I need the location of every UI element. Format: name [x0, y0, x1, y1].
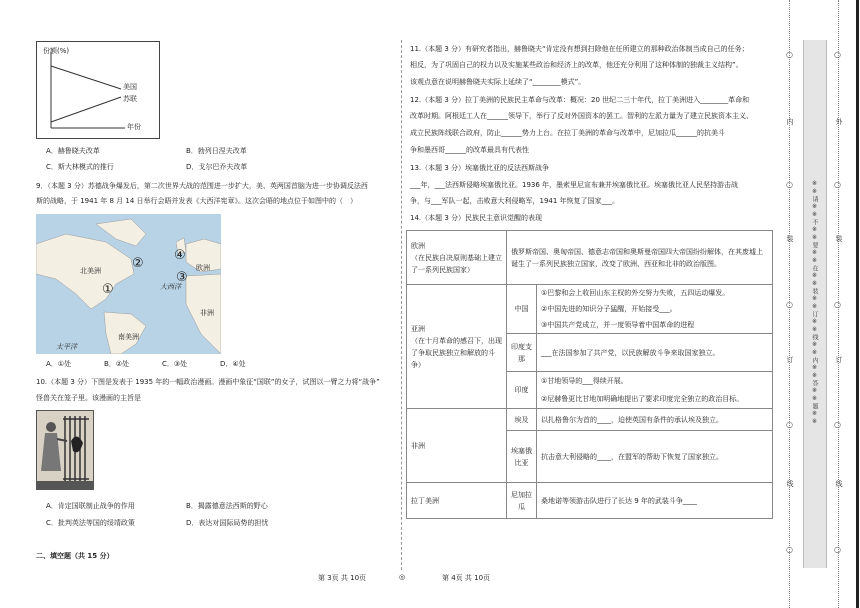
binding-circle-icon: ○ — [786, 420, 793, 429]
binding-circle-icon: ○ — [834, 300, 841, 309]
binding-circle-icon: ○ — [834, 420, 841, 429]
q10-option-a: A．肯定国联制止战争的作用 — [46, 502, 135, 510]
q12-line2: 改革时期。阿根廷工人在______领导下，举行了反对外国资本的罢工。智利的左派力量为了建立民族资本主义、 — [410, 112, 753, 120]
q10-stem-line1: 10.（本题 3 分）下图是发表于 1935 年的一幅政治漫画。漫画中象征“国联”的女子，试图以一臂之力将“战争” — [36, 378, 380, 386]
outer-label-4: 线 — [835, 480, 843, 487]
table-asia-label: 亚洲 （在十月革命的感召下，出现了争取民族独立和解放的斗争） — [407, 285, 507, 409]
binding-circle-icon: ○ — [786, 300, 793, 309]
table-china-label: 中国 — [507, 285, 537, 334]
binding-circle-icon: ○ — [834, 50, 841, 59]
map-marker-3: ③ — [176, 270, 188, 285]
q13-line1: 13.（本题 3 分）埃塞俄比亚的反法西斯战争 — [410, 164, 550, 172]
inner-label-3: 订 — [786, 356, 794, 363]
table-india-item2: ②尼赫鲁更比甘地加明确地提出了要求印度完全独立的政治目标。 — [541, 395, 744, 403]
table-europe-text: 俄罗斯帝国、奥匈帝国、德意志帝国和奥斯曼帝国四大帝国纷纷解体，在其废墟上诞生了一系列民族独立国家，改变了欧洲、西亚和北非的政治版图。 — [507, 231, 773, 285]
table-china-item3: ③中国共产党成立，并一度领导着中国革命的进程 — [541, 321, 695, 329]
table-egypt-label: 埃及 — [507, 409, 537, 431]
graph-line1-label: 美国 — [123, 83, 137, 91]
atlantic-map — [36, 214, 221, 354]
q9-option-b: B．②处 — [104, 360, 130, 368]
binding-circle-icon: ○ — [834, 545, 841, 554]
edge-black-bar — [856, 0, 859, 608]
q10-option-b: B．揭露德意法西斯的野心 — [186, 502, 268, 510]
q9-option-a: A．①处 — [46, 360, 72, 368]
table-nicaragua-label: 尼加拉瓜 — [507, 483, 537, 519]
table-europe-label: 欧洲 （在民族自决原则基础上建立了一系列民族国家） — [407, 231, 507, 285]
inner-label-4: 线 — [786, 480, 794, 487]
table-india-cell — [537, 372, 773, 409]
binding-circle-icon: ○ — [786, 545, 793, 554]
q8-option-b: B．勃列日涅夫改革 — [186, 147, 247, 155]
binding-notice-band — [803, 40, 827, 568]
q9-stem-line2: 斯的战略，于 1941 年 8 月 14 日举行会晤并发表《大西洋宪章》。这次会晤的地点位于如图中的（ ） — [36, 197, 358, 205]
q10-option-c: C．批判英法等国的绥靖政策 — [46, 519, 135, 527]
map-marker-2: ② — [132, 256, 144, 271]
footer-center-mark: ◎ — [399, 573, 406, 581]
table-latam-label: 拉丁美洲 — [407, 483, 507, 519]
outer-label-1: 外 — [835, 118, 843, 125]
outer-label-3: 订 — [835, 356, 843, 363]
binding-notice: ※※请※※不※※要※※在※※装※※订※※线※※内※※答※※题※※ — [811, 180, 818, 426]
q12-line3: 成立民族阵线联合政府，防止______势力上台。在拉丁美洲的革命与改革中，尼加拉瓜______的抗美斗 — [410, 129, 725, 137]
map-label-pacific: 太平洋 — [56, 343, 77, 351]
q12-line1: 12.（本题 3 分）拉丁美洲的民族民主革命与改革：概况：20 世纪二三十年代，拉丁美洲进入________革命和 — [410, 96, 750, 104]
table-nicaragua-item: 桑地诺等领游击队进行了长达 9 年的武装斗争____ — [537, 483, 773, 519]
binding-circle-icon: ○ — [786, 50, 793, 59]
q10-stem-line2: 怪兽关在笼子里。该漫画的主旨是 — [36, 394, 141, 402]
graph-line2-label: 苏联 — [123, 95, 137, 103]
inner-binding-strip — [781, 0, 803, 608]
table-china-item1: ①巴黎和会上收回山东主权的外交努力失败，五四运动爆发。 — [541, 289, 730, 297]
binding-circle-icon: ○ — [786, 180, 793, 189]
q8-option-a: A．赫鲁晓夫改革 — [46, 147, 100, 155]
binding-circle-icon: ○ — [834, 180, 841, 189]
share-graph — [36, 41, 160, 139]
table-ethiopia-label: 埃塞俄比亚 — [507, 431, 537, 483]
footer-right-page-number: 第 4页 共 10页 — [442, 574, 491, 582]
q8-option-c: C．斯大林模式的推行 — [46, 163, 114, 171]
map-label-africa: 非洲 — [200, 309, 214, 317]
table-china-item2: ②中国先进的知识分子猛醒，开始接受___。 — [541, 305, 677, 313]
map-marker-4: ④ — [174, 248, 186, 263]
q13-line2: ___年，___法西斯侵略埃塞俄比亚。1936 年，墨索里尼宣布兼并埃塞俄比亚。埃塞俄比亚人民坚持游击战 — [410, 181, 739, 189]
map-label-atlantic: 大西洋 — [160, 283, 181, 291]
q14-title: 14.（本题 3 分）民族民主意识觉醒的表现 — [410, 214, 543, 222]
q13-line3: 争，与___军队一起，击败意大利侵略军，1941 年恢复了国家___。 — [410, 197, 620, 205]
table-ethiopia-item: 抗击意大利侵略的____，在盟军的帮助下恢复了国家独立。 — [537, 431, 773, 483]
q11-line2: 相反，为了巩固自己的权力以及实施某些政治和经济上的改革，他还充分利用了这种体制的独裁主义结构”。 — [410, 61, 743, 69]
inner-label-2: 装 — [786, 235, 794, 242]
q9-option-d: D．④处 — [220, 360, 246, 368]
table-india-label: 印度 — [507, 372, 537, 409]
graph-ylabel: 份额(%) — [43, 47, 70, 55]
q9-option-c: C．③处 — [162, 360, 188, 368]
page-divider — [401, 40, 402, 570]
q14-table — [406, 230, 773, 519]
map-label-north-america: 北美洲 — [80, 267, 101, 275]
table-indochina-item: ___在法国参加了共产党，以民族解放斗争来取国家独立。 — [537, 334, 773, 372]
table-china-cell — [537, 285, 773, 334]
inner-label-1: 内 — [786, 118, 794, 125]
map-label-europe: 欧洲 — [196, 264, 210, 272]
table-india-item1: ①甘地领导的___得续开展。 — [541, 377, 628, 385]
footer-left-page-number: 第 3页 共 10页 — [318, 574, 367, 582]
q9-stem-line1: 9．（本题 3 分）苏德战争爆发后，第二次世界大战的范围进一步扩大，美、英两国首脑为进一步协调反法西 — [36, 182, 368, 190]
q8-option-d: D．戈尔巴乔夫改革 — [186, 163, 248, 171]
q12-line4: 争和墨西哥______的改革最具有代表性 — [410, 146, 529, 154]
map-marker-1: ① — [102, 282, 114, 297]
q11-line1: 11.（本题 3 分）有研究者指出，赫鲁晓夫“肯定没有想到扫除他在任所建立的那种政治体制当成自己的任务； — [410, 45, 749, 53]
q11-line3: 该观点意在说明赫鲁晓夫实际上延续了“________模式”。 — [410, 78, 586, 86]
table-egypt-item: 以扎格鲁尔为首的____，迫使英国有条件的承认埃及独立。 — [537, 409, 773, 431]
table-indochina-label: 印度支那 — [507, 334, 537, 372]
outer-label-2: 装 — [835, 235, 843, 242]
section-title-fill-blank: 二、填空题（共 15 分） — [36, 552, 114, 560]
graph-xlabel: 年份 — [127, 123, 141, 131]
outer-binding-strip — [826, 0, 860, 608]
q10-option-d: D．表达对国际局势的担忧 — [186, 519, 269, 527]
table-africa-label: 非洲 — [407, 409, 507, 483]
map-label-south-america: 南美洲 — [118, 333, 139, 341]
political-cartoon-image — [36, 410, 94, 490]
